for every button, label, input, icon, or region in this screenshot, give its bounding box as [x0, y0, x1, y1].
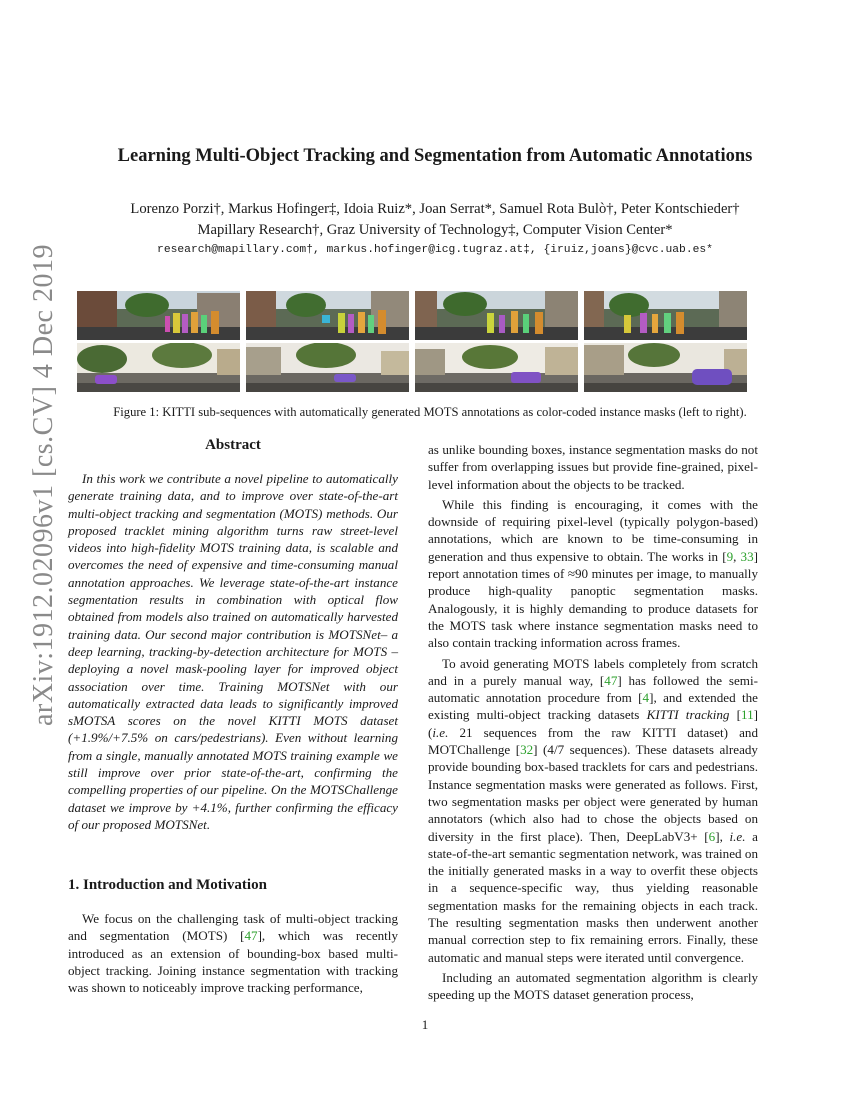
- right-paragraph-3: Including an automated segmentation algorithm is clearly speeding up the MOTS dataset generation process,: [428, 969, 758, 1003]
- intro-body: [68, 910, 398, 996]
- figure-frame-pedestrians-3: [415, 291, 578, 340]
- right-column-body: [428, 441, 758, 1004]
- citation-link[interactable]: 32: [520, 742, 534, 758]
- citation-link[interactable]: 4: [642, 690, 650, 706]
- figure-frame-pedestrians-1: [77, 291, 240, 340]
- paper-title: Learning Multi-Object Tracking and Segmentation from Automatic Annotations: [117, 146, 753, 166]
- arxiv-identifier-stamp: [22, 244, 66, 726]
- intro-paragraph-1: We focus on the challenging task of multi-object tracking and segmentation (MOTS) [47], which was recently introduced as an extension of bounding-box based multi-object tracking. Joining instance segmentation with tracking was shown to noticeably improve tracking performance,: [68, 911, 398, 996]
- page-number: 1: [421, 1017, 429, 1032]
- figure-frame-cars-4: [584, 343, 747, 392]
- right-paragraph-0: as unlike bounding boxes, instance segmentation masks do not suffer from overlapping issues but provide fine-grained, pixel-level information about the objects to be tracked.: [428, 442, 758, 492]
- citation-link[interactable]: 9: [726, 548, 734, 564]
- abstract-heading: Abstract: [205, 437, 261, 453]
- right-paragraph-1: While this finding is encouraging, it comes with the downside of requiring pixel-level (typically polygon-based) annotations, which are known to be time-consuming in generation and thus expensive to obtain. The works in [9, 33] report annotation times of ≈90 minutes per image, to manually produce high-quality panoptic segmentation masks. Analogously, it is highly demanding to produce datasets for the MOTS task where instance segmentation masks need to also contain tracking information across frames.: [428, 496, 759, 651]
- figure-frame-cars-2: [246, 343, 409, 392]
- citation-link[interactable]: 33: [740, 548, 754, 564]
- author-emails: research@mapillary.com†, markus.hofinger@icg.tugraz.at‡, {iruiz,joans}@cvc.uab.es*: [157, 244, 713, 256]
- author-affiliations: Mapillary Research†, Graz University of Technology‡, Computer Vision Center*: [197, 222, 673, 238]
- arxiv-identifier-text: arXiv:1912.02096v1 [cs.CV] 4 Dec 2019: [28, 244, 59, 726]
- figure-frame-cars-3: [415, 343, 578, 392]
- author-names: Lorenzo Porzi†, Markus Hofinger‡, Idoia Ruiz*, Joan Serrat*, Samuel Rota Bulò†, Peter Kontschieder†: [130, 201, 740, 217]
- figure-frame-cars-1: [77, 343, 240, 392]
- citation-link[interactable]: 47: [244, 928, 258, 944]
- figure-frame-pedestrians-2: [246, 291, 409, 340]
- abstract-text: In this work we contribute a novel pipeline to automatically generate training data, and to improve over state-of-the-art multi-object tracking and segmentation (MOTS) methods. Our proposed tracklet mining algorithm turns raw street-level videos into high-fidelity MOTS training data, is scalable and overcomes the need of expensive and time-consuming manual annotation approaches. We leverage state-of-the-art instance segmentation results in combination with optical flow obtained from models also trained on automatically harvested training data. Our second major contribution is MOTSNet– a deep learning, tracking-by-detection architecture for MOTS – deploying a novel mask-pooling layer for improved object association over time. Training MOTSNet with our automatically extracted data leads to significantly improved sMOTSA scores on the novel KITTI MOTS dataset (+1.9%/+7.5% on cars/pedestrians). Even without learning from a single, manually annotated MOTS training example we still improve over prior state-of-the-art, confirming the compelling properties of our pipeline. On the MOTSChallenge dataset we improve by +4.1%, further confirming the efficacy of our proposed MOTSNet.: [68, 471, 398, 832]
- figure-1-image-grid: [77, 291, 749, 392]
- figure-1-caption: Figure 1: KITTI sub-sequences with automatically generated MOTS annotations as color-coded instance masks (left to right).: [113, 405, 747, 419]
- citation-link[interactable]: 11: [741, 707, 754, 723]
- section-heading-introduction: 1. Introduction and Motivation: [68, 877, 267, 893]
- author-block: [60, 199, 810, 259]
- figure-frame-pedestrians-4: [584, 291, 747, 340]
- citation-link[interactable]: 47: [604, 672, 618, 688]
- abstract-body: [68, 470, 398, 833]
- right-paragraph-2: To avoid generating MOTS labels completely from scratch and in a purely manual way, [47] has followed the semi-automatic annotation procedure from [4], and extended the existing multi-object tracking datasets KITTI tracking [11] (i.e. 21 sequences from the raw KITTI dataset) and MOTChallenge [32] (4/7 sequences). These datasets already provide bounding box-based tracklets for cars and pedestrians. Instance segmentation masks were generated as follows. First, two segmentation masks per object were generated by human annotators (which also had to chose the objects based on diversity in the first place). Then, DeepLabV3+ [6], i.e. a state-of-the-art semantic segmentation network, was trained on the initially generated masks in a way to overfit these objects in a sequence-specific way, thus yielding reasonable segmentation masks for the remaining objects in each track. The resulting segmentation masks then underwent another manual correction step to fix remaining errors. Finally, these automatic and manual steps were iterated until convergence.: [428, 655, 758, 965]
- citation-link[interactable]: 6: [708, 828, 716, 844]
